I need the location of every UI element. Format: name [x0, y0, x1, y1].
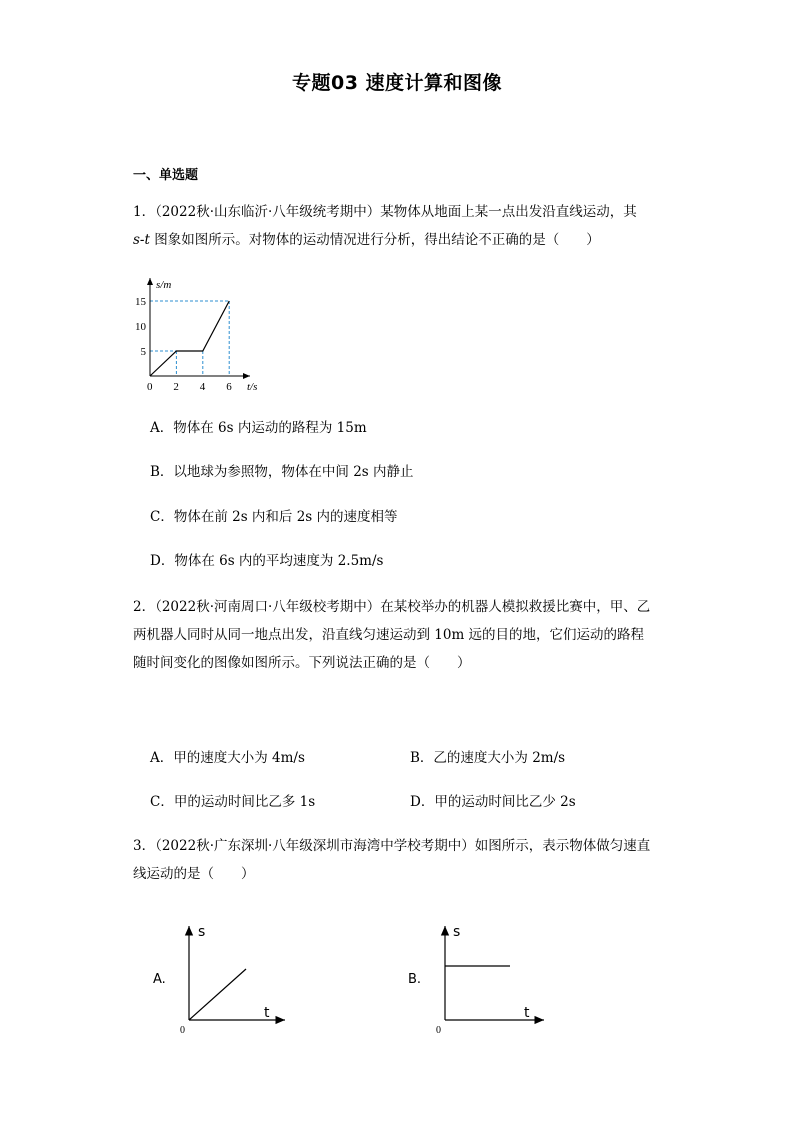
graph-a-origin: 0	[180, 1025, 185, 1036]
graph-b-y-label: s	[453, 924, 461, 940]
graph-b-x-label: t	[524, 1005, 530, 1021]
x-tick-0: 0	[147, 381, 153, 393]
graph-a-y-label: s	[198, 924, 206, 940]
question-1-line-2	[133, 226, 678, 254]
q1-st-graph	[126, 272, 276, 397]
q1-option-a[interactable]: A．物体在 6s 内运动的路程为 15m	[150, 420, 367, 436]
question-3	[133, 832, 678, 888]
series-line	[150, 301, 229, 376]
q3-graph-b[interactable]	[400, 918, 560, 1038]
section-heading: 一、单选题	[133, 168, 199, 183]
y-tick-15: 15	[135, 296, 146, 308]
graph-b-origin: 0	[436, 1025, 441, 1036]
question-3-line-1: 3．（2022秋·广东深圳·八年级深圳市海湾中学校考期中）如图所示，表示物体做匀速直	[133, 838, 651, 854]
question-2-line-2: 两机器人同时从同一地点出发，沿直线匀速运动到 10m 远的目的地，它们运动的路程	[133, 627, 645, 643]
page-title: 专题03 速度计算和图像	[291, 72, 503, 94]
y-tick-5: 5	[140, 346, 146, 358]
question-2-line-3: 随时间变化的图像如图所示。下列说法正确的是（ ）	[133, 655, 471, 671]
q2-option-b[interactable]: B．乙的速度大小为 2m/s	[410, 750, 566, 766]
q2-option-a[interactable]: A．甲的速度大小为 4m/s	[150, 750, 305, 766]
graph-b-label: B.	[408, 972, 422, 987]
graph-a-label: A.	[153, 972, 166, 987]
x-tick-4: 4	[199, 381, 206, 393]
q1-option-b[interactable]: B．以地球为参照物，物体在中间 2s 内静止	[150, 464, 414, 480]
graph-a-line	[189, 969, 246, 1020]
question-1-line-2-text: 图象如图所示。对物体的运动情况进行分析，得出结论不正确的是（ ）	[154, 232, 600, 248]
question-2-line-1: 2．（2022秋·河南周口·八年级校考期中）在某校举办的机器人模拟救援比赛中，甲、乙	[133, 599, 651, 615]
y-tick-10: 10	[135, 321, 146, 333]
question-3-line-2: 线运动的是（ ）	[133, 866, 255, 882]
st-variable: s-t	[133, 232, 150, 248]
x-tick-2: 2	[173, 381, 179, 393]
x-tick-6: 6	[226, 381, 232, 393]
q2-option-c[interactable]: C．甲的运动时间比乙多 1s	[150, 794, 316, 810]
question-1-line-1: 1．（2022秋·山东临沂·八年级统考期中）某物体从地面上某一点出发沿直线运动，其	[133, 204, 637, 220]
graph-a-x-label: t	[264, 1005, 270, 1021]
q1-option-d[interactable]: D．物体在 6s 内的平均速度为 2.5m/s	[150, 553, 384, 569]
question-2	[133, 593, 678, 677]
q3-graph-a[interactable]	[145, 918, 305, 1038]
q2-option-d[interactable]: D．甲的运动时间比乙少 2s	[410, 794, 576, 810]
x-axis-label: t/s	[247, 381, 258, 393]
q1-option-c[interactable]: C．物体在前 2s 内和后 2s 内的速度相等	[150, 509, 398, 525]
y-axis-label: s/m	[156, 279, 172, 291]
question-1	[133, 198, 678, 254]
